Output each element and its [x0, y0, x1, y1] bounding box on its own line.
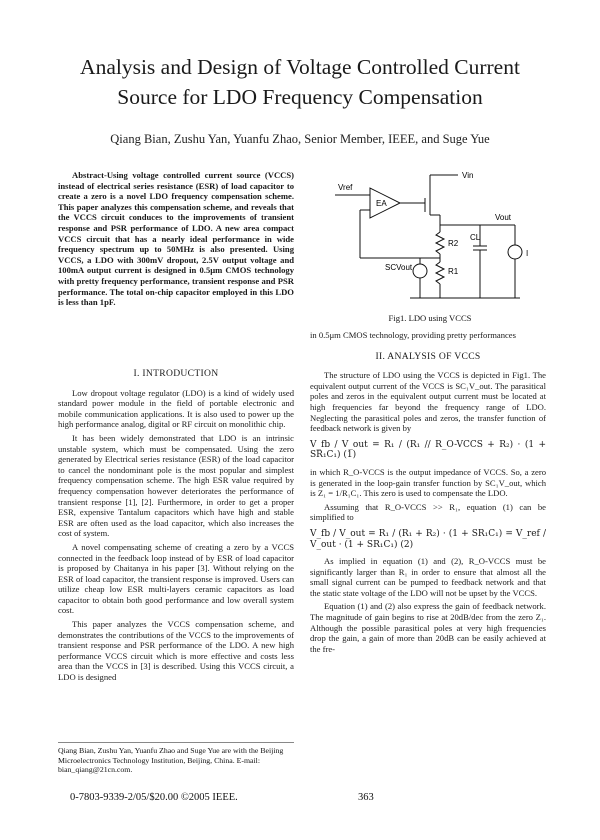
fig-label-r1: R1: [448, 267, 459, 276]
paper-title: [0, 52, 600, 112]
abstract: [58, 170, 294, 311]
intro-paragraph-4: This paper analyzes the VCCS compensation scheme, and demonstrates the contributions of the VCCS to the improvements of transient response and PSR performance of the LDO. A new high performance VCCS circuit which is more effective and costs less area than the VCCS in [3] is described. Using this VCCS circuit, a LDO is designed: [58, 619, 294, 683]
fig-label-r2: R2: [448, 239, 459, 248]
intro-paragraph-2: It has been widely demonstrated that LDO is an intrinsic unstable system, which must be compensated. Using the zero generated by Electrical series resistance (ESR) of the load capacitor to cancel the nondominant pole is the most popular and simplest frequency compensation scheme. The high ESR value required by frequency compensation however deteriorates the performance of transient response [1], [2]. Furthermore, in order to get a proper ESR, expensive Tantalum capacitors which have high and stable ESR are often used as the load capacitor, which also increases the cost of system.: [58, 432, 294, 539]
fig-label-cl: CL: [470, 233, 481, 242]
author-list: Qiang Bian, Zushu Yan, Yuanfu Zhao, Senior Member, IEEE, and Suge Yue: [110, 132, 490, 146]
ldo-circuit-figure: [330, 170, 540, 320]
right-column: [310, 330, 546, 657]
equation-2: V_fb / V_out = R₁ / (R₁ + R₂) · (1 + SR₁C₁) = V_ref / V_out · (1 + SR₁C₁) (2): [310, 528, 546, 550]
copyright-notice: 0-7803-9339-2/05/$20.00 ©2005 IEEE.: [70, 792, 238, 803]
fig-label-vin: Vin: [462, 171, 474, 180]
right-continuation-text: in 0.5μm CMOS technology, providing pretty performances: [310, 330, 516, 340]
author-footnote: Qiang Bian, Zushu Yan, Yuanfu Zhao and Suge Yue are with the Beijing Microelectronics Technology Institution, Beijing, China. E-mail: bian_qiang@21cn.com.: [58, 742, 294, 775]
fig-label-ea: EA: [376, 199, 387, 208]
title-line-1: Analysis and Design of Voltage Controlled Current: [80, 55, 520, 79]
abstract-text: Abstract-Using voltage controlled current source (VCCS) instead of electrical series resistance (ESR) of load capacitor to create a zero is a novel LDO frequency compensation scheme. This paper analyzes this compensation scheme, and reveals that the VCCS circuit conduces to the improvements of transient response and PSR performance of LDO. A new area compact VCCS circuit that has a nearly ideal performance in wide frequency spectrum up to 50MHz is also presented. Using VCCS, a LDO with 300mV dropout, 2.5V output voltage and 100mA output current is designed in 0.5μm CMOS technology with pretty frequency performance, transient response and PSR performance. The total on-chip capacitor employed in this LDO is less than 1pF.: [58, 170, 294, 308]
equation-1: V_fb / V_out = R₁ / (R₁ // R_O-VCCS + R₂) · (1 + SR₁C₁) (1): [310, 439, 546, 461]
fig-label-vref: Vref: [338, 183, 353, 192]
fig-label-i: I: [526, 249, 529, 258]
figure-caption: Fig1. LDO using VCCS: [388, 313, 472, 323]
intro-paragraph-1: Low dropout voltage regulator (LDO) is a kind of widely used standard power module in the field of portable electronic and mobile communication applications. It is also used to power up the high performance analog, digital or RF circuit on monolithic chip.: [58, 387, 294, 430]
analysis-paragraph-3: Assuming that R_O-VCCS >> R₁, equation (1) can be simplified to: [310, 501, 546, 523]
analysis-paragraph-1: The structure of LDO using the VCCS is depicted in Fig1. The equivalent output current of the VCCS is SC₁V_out. The parasitical poles and zeros in the equivalent output current must be located at high frequencies far beyond the frequency range of LDO. Neglecting the parasitical poles and zeros, the transfer function of feedback network is given by: [310, 370, 546, 434]
intro-paragraph-3: A novel compensating scheme of creating a zero by a VCCS connected in the feedback loop instead of by ESR of load capacitor is proposed by Chaitanya in his paper [3]. Without relying on the ESR of load capacitor, the transient response is improved. Users can utilize cheap low ESR multi-layers ceramic capacitors as load capacitor to obtain both good performance and low overall system cost.: [58, 541, 294, 616]
title-line-2: Source for LDO Frequency Compensation: [117, 85, 483, 109]
analysis-paragraph-5: Equation (1) and (2) also express the gain of feedback network. The magnitude of gain begins to rise at 20dB/dec from the zero Z₁. Although the possible parasitical poles at very high frequencies drop the gain, a gain of more than 20dB can be easily achieved at the fre-: [310, 601, 546, 654]
analysis-paragraph-2: in which R_O-VCCS is the output impedance of VCCS. So, a zero is generated in the loop-gain transfer function by SC₁V_out, which is Z₁ = 1/R₁C₁. This zero is used to compensate the LDO.: [310, 466, 546, 499]
section-2-heading: II. ANALYSIS OF VCCS: [375, 350, 481, 362]
fig-label-vout: Vout: [495, 213, 512, 222]
left-column: [58, 358, 294, 686]
analysis-paragraph-4: As implied in equation (1) and (2), R_O-VCCS must be significantly larger than R₁ in order to ensure that almost all the small signal current can be pumped to feedback network and that the static state voltage of the LDO will not be upset by the VCCS.: [310, 556, 546, 598]
section-1-heading: I. INTRODUCTION: [133, 368, 219, 379]
page-number: 363: [358, 792, 374, 803]
fig-label-scvout: SCVout: [385, 263, 413, 272]
